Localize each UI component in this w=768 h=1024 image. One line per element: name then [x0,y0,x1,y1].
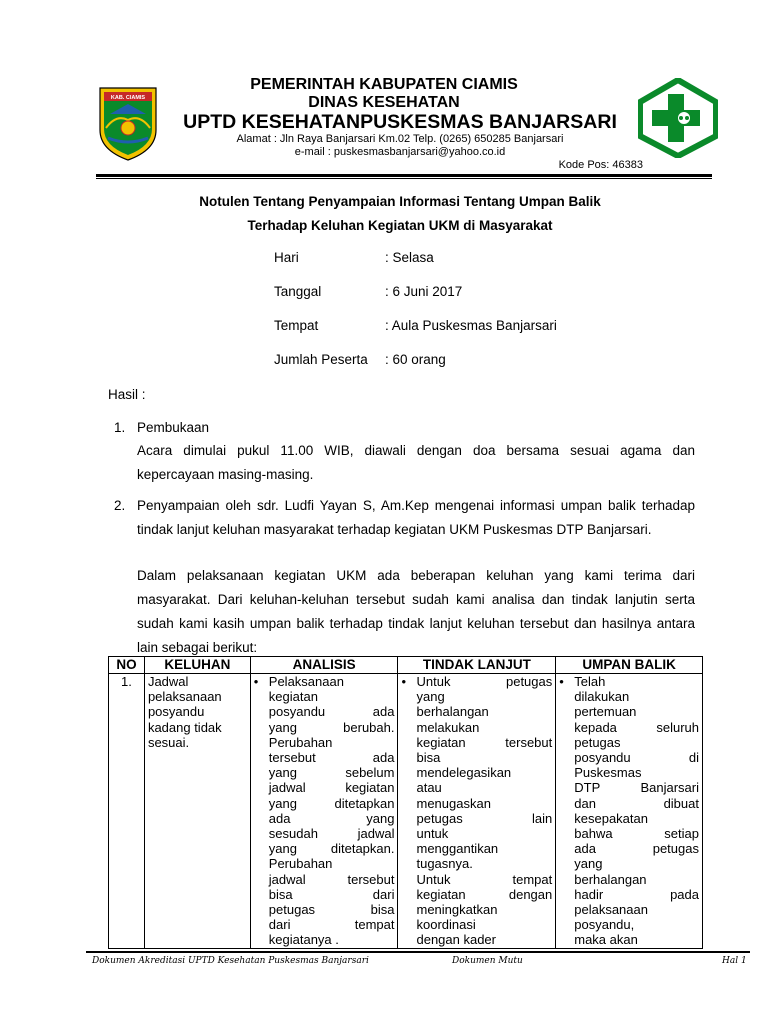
cell-tindak-lanjut [398,674,556,949]
info-value-day: : Selasa [385,250,434,265]
feedback-table [108,656,703,949]
cell-line: tersebut ada [268,750,395,766]
cell-line: Untuk tempat [416,871,553,887]
hasil-label: Hasil : [108,387,146,402]
header-keluhan: KELUHAN [144,657,250,674]
info-label-day: Hari [274,250,299,265]
cell-line: pelaksanaan [147,689,222,705]
cell-line: pelaksanaan [574,902,648,918]
cell-line: ada yang [268,810,395,826]
cell-line: untuk [416,826,449,842]
info-label-place: Tempat [274,318,319,333]
table-header-row [109,657,703,674]
cell-line: koordinasi [416,917,476,933]
letterhead-email: e-mail : puskesmasbanjarsari@yahoo.co.id [294,146,506,158]
item-2-text: Dalam pelaksanaan kegiatan UKM ada beberapan keluhan yang kami terima dari masyarakat. Dari keluhan-keluhan tersebut sudah kami analisa dan tindak lanjutin serta sudah kami kasih umpan balik terhadap tindak lanjut keluhan tersebut dan hasilnya antara lain sebagai berikut: [137,568,695,655]
cell-line: dari tempat [268,917,395,933]
cell-line: pertemuan [574,704,637,720]
cell-line: berhalangan [416,704,489,720]
cell-no: 1. [109,674,145,949]
cell-keluhan [144,674,250,949]
cell-line: meningkatkan [416,902,498,918]
footer-center: Dokumen Mutu [452,956,523,966]
cell-line: Puskesmas [574,765,642,781]
cell-line: kegiatan dengan [416,886,553,902]
cell-line: kepada seluruh [574,719,699,735]
cell-line: yang ditetapkan [268,795,395,811]
cell-line: posyandu di [574,750,699,766]
cell-line: ada petugas [574,841,699,857]
cell-line: atau [416,780,442,796]
cell-line: menggantikan [416,841,499,857]
letterhead-postal-code: Kode Pos: 46383 [558,159,643,171]
cell-line: dengan kader [416,932,496,948]
bullet-icon: • [559,674,564,689]
cell-line: yang ditetapkan. [268,841,395,857]
document-title-line2: Terhadap Keluhan Kegiatan UKM di Masyarakat [247,218,553,233]
info-value-date: : 6 Juni 2017 [385,284,463,299]
cell-line: posyandu [147,704,205,720]
cell-line: bisa dari [268,886,395,902]
cell-line: yang berubah. [268,719,395,735]
header-no: NO [109,657,145,674]
cell-line: kegiatan tersebut [416,734,553,750]
header-rule-thin [96,178,712,179]
cell-line: Pelaksanaan [268,674,344,689]
logo-left-text: KAB. CIAMIS [110,95,146,101]
bullet-icon: • [401,674,407,689]
letterhead-institution: UPTD KESEHATANPUSKESMAS BANJARSARI [183,111,617,133]
info-value-place: : Aula Puskesmas Banjarsari [385,318,557,333]
cell-line: petugas bisa [268,902,395,918]
cell-line: sesuai. [147,734,190,750]
cell-line: Jadwal [147,674,189,689]
item-2-heading: Penyampaian oleh sdr. Ludfi Yayan S, Am.Kep mengenai informasi umpan balik terhadap tindak lanjut keluhan masyarakat terhadap kegiatan UKM Puskesmas DTP Banjarsari. [137,498,695,537]
header-analisis: ANALISIS [250,657,398,674]
cell-line: kesepakatan [574,810,648,826]
cell-line: jadwal tersebut [268,871,395,887]
cell-line: Perubahan [268,856,333,872]
cell-line: yang [574,856,603,872]
cell-line: yang [416,689,445,705]
cell-line: berhalangan [574,871,647,887]
document-title-line1: Notulen Tentang Penyampaian Informasi Tentang Umpan Balik [199,194,601,209]
cell-line: jadwal kegiatan [268,780,395,796]
cell-line: DTP Banjarsari [574,780,699,796]
item-2-number: 2. [114,498,126,513]
cell-line: kadang tidak [147,719,222,735]
cell-line: maka akan [574,932,638,948]
cell-line: bahwa setiap [574,826,699,842]
header-rule-thick [96,174,712,177]
cell-line: posyandu, [574,917,635,933]
cell-line: Telah [574,674,606,689]
table-row [109,674,703,949]
item-1-number: 1. [114,420,126,435]
letterhead-government: PEMERINTAH KABUPATEN CIAMIS [250,76,518,93]
cell-analisis [250,674,398,949]
cell-umpan-balik [556,674,703,949]
cell-line: posyandu ada [268,704,395,720]
cell-line: Perubahan [268,734,333,750]
cell-line: hadir pada [574,886,699,902]
cell-line: bisa [416,750,441,766]
cell-line: petugas [574,734,621,750]
cell-line: mendelegasikan [416,765,512,781]
letterhead-address: Alamat : Jln Raya Banjarsari Km.02 Telp. (0265) 650285 Banjarsari [236,133,564,145]
cell-line: yang sebelum [268,765,395,781]
info-label-date: Tanggal [274,284,322,299]
cell-line: tugasnya. [416,856,473,872]
footer-left: Dokumen Akreditasi UPTD Kesehatan Puskesmas Banjarsari [92,956,369,966]
info-value-participants: : 60 orang [385,352,446,367]
cell-line: dilakukan [574,689,630,705]
cell-line: dan dibuat [574,795,699,811]
letterhead-department: DINAS KESEHATAN [308,94,460,111]
header-umpan-balik: UMPAN BALIK [556,657,703,674]
header-tindak-lanjut: TINDAK LANJUT [398,657,556,674]
cell-line: Untuk petugas [416,674,553,689]
cell-line: melakukan [416,719,480,735]
footer-right: Hal 1 [722,956,747,966]
item-1-text: Acara dimulai pukul 11.00 WIB, diawali dengan doa bersama sesuai agama dan kepercayaan masing-masing. [137,443,695,482]
bullet-icon: • [253,674,259,689]
cell-line: petugas lain [416,810,553,826]
info-label-participants: Jumlah Peserta [274,352,368,367]
cell-line: menugaskan [416,795,491,811]
footer-rule [86,951,750,953]
cell-line: sesudah jadwal [268,826,395,842]
cell-line: kegiatanya . [268,932,339,948]
cell-line: kegiatan [268,689,318,705]
item-1-heading: Pembukaan [137,420,210,435]
